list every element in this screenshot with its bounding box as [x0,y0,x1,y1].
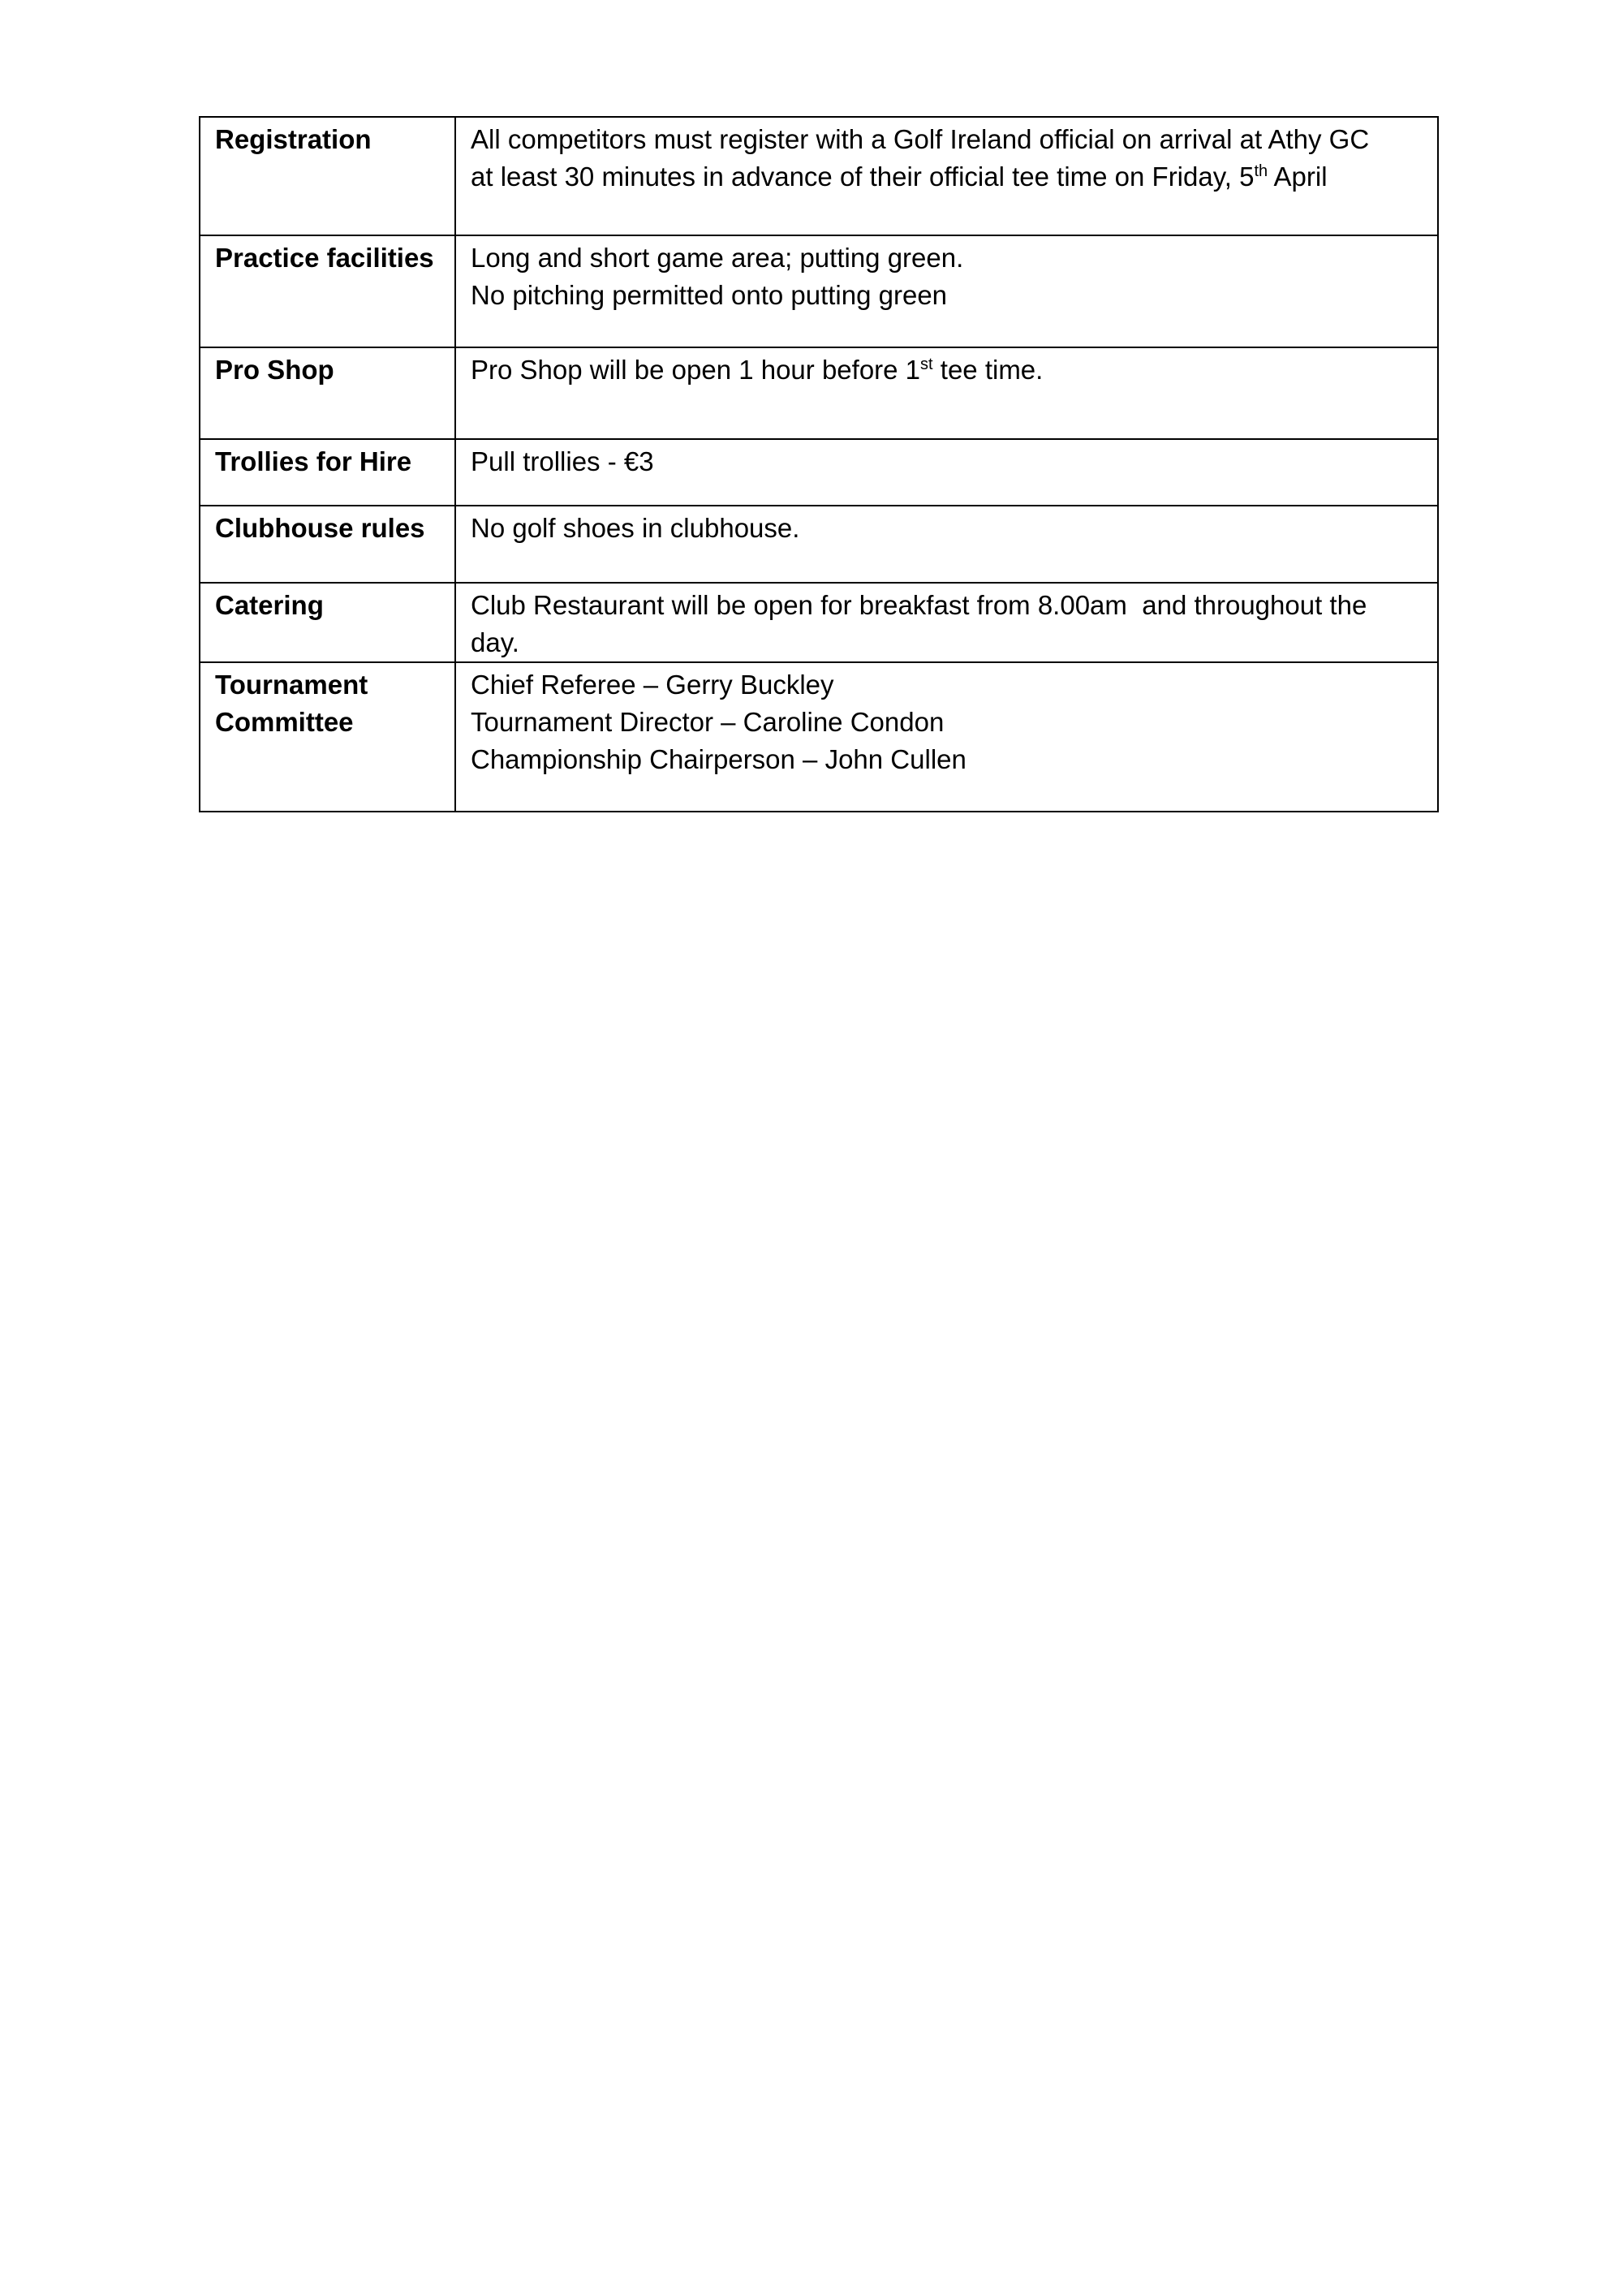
row-value [455,583,1438,662]
row-value-segment: tee time. [932,355,1044,385]
row-label-text: Tournament [215,670,368,700]
table-row-catering [200,583,1438,662]
tournament-info-table [199,116,1439,812]
row-label-text: Practice facilities [215,243,434,273]
row-value-text: day. [471,627,519,657]
row-value-text [471,158,1423,196]
table-row-clubhouse-rules [200,506,1438,583]
row-label-text: Registration [215,124,372,154]
table-row-tournament-committee [200,662,1438,812]
table-row-registration [200,117,1438,235]
row-value-text: All competitors must register with a Golf Ireland official on arrival at Athy GC [471,124,1370,154]
row-value [455,506,1438,583]
row-value-text [471,351,1423,389]
row-value-text: Pull trollies - €3 [471,446,654,476]
row-label-text: Pro Shop [215,355,334,385]
row-value [455,439,1438,506]
row-label [200,506,455,583]
ordinal-suffix: th [1254,162,1268,180]
row-value-text: No pitching permitted onto putting green [471,280,948,310]
row-value [455,347,1438,439]
row-value [455,662,1438,812]
row-label [200,347,455,439]
table-row-pro-shop [200,347,1438,439]
ordinal-suffix: st [920,355,933,373]
row-label-text: Catering [215,590,324,620]
row-value-segment: Pro Shop will be open 1 hour before 1 [471,355,921,385]
row-value-text: No golf shoes in clubhouse. [471,513,800,543]
row-label [200,583,455,662]
row-value-text: Chief Referee – Gerry Buckley [471,670,834,700]
row-value-text: Club Restaurant will be open for breakfast from 8.00am and throughout the [471,590,1367,620]
row-label [200,662,455,812]
row-label-text: Clubhouse rules [215,513,425,543]
row-value [455,117,1438,235]
row-value-segment: at least 30 minutes in advance of their official tee time on Friday, 5 [471,162,1255,192]
row-label [200,439,455,506]
row-value [455,235,1438,347]
row-value-segment: April [1268,162,1328,192]
row-label [200,117,455,235]
row-label-text: Trollies for Hire [215,446,412,476]
table-row-trollies-for-hire [200,439,1438,506]
row-value-text: Long and short game area; putting green. [471,243,964,273]
row-value-text: Tournament Director – Caroline Condon [471,707,945,737]
row-value-text: Championship Chairperson – John Cullen [471,744,966,774]
table-row-practice-facilities [200,235,1438,347]
row-label [200,235,455,347]
row-label-text: Committee [215,707,354,737]
